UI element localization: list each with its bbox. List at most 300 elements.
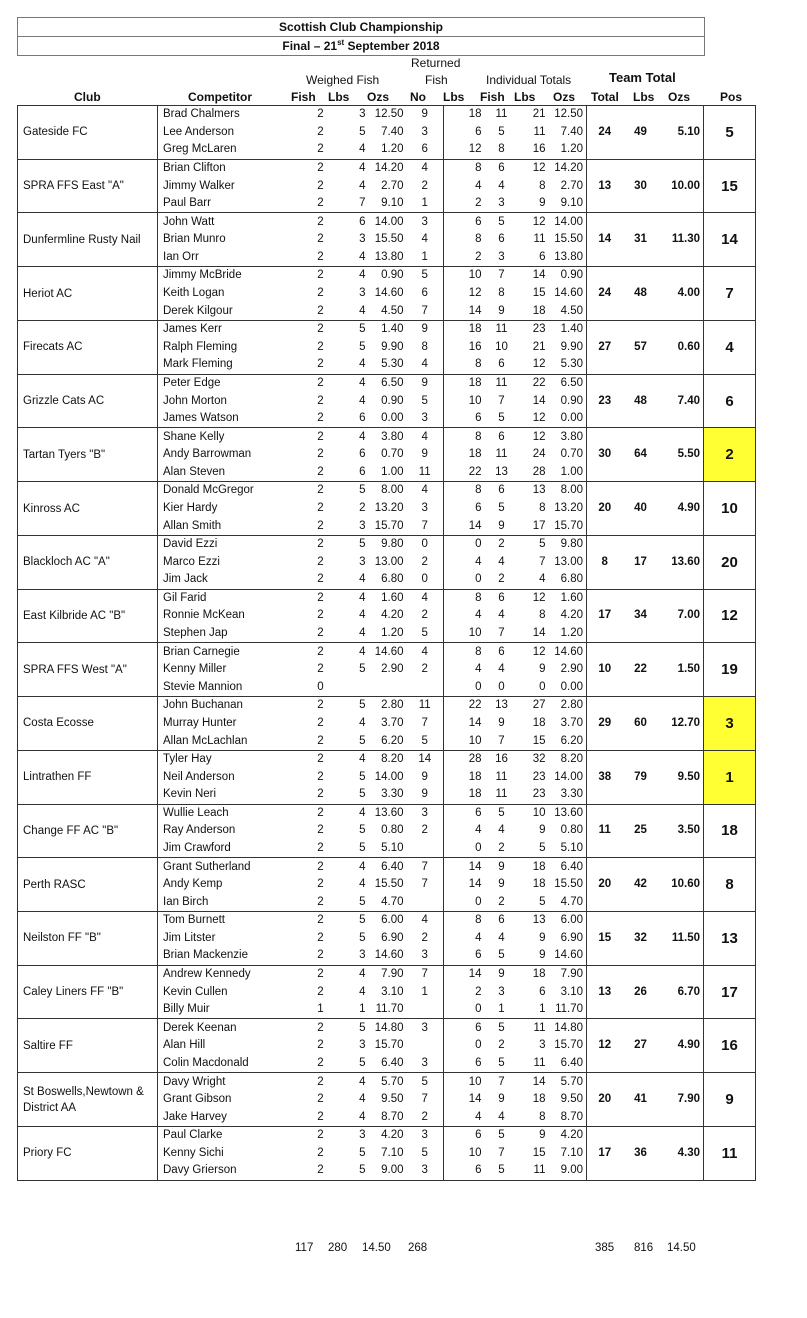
returned-no: 1 [421,250,428,263]
weighed-fish: 2 [317,645,324,658]
club-group [18,912,756,966]
indiv-fish: 11 [495,448,508,461]
weighed-lbs [339,679,369,697]
team-lbs: 57 [634,340,647,353]
competitor-name: Derek Keenan [158,1019,303,1037]
competitor-name: Kevin Neri [158,786,303,804]
weighed-fish: 2 [317,841,324,854]
indiv-fish: 11 [495,788,508,801]
indiv-lbs: 8 [539,609,546,622]
weighed-ozs: 4.70 [381,895,404,908]
indiv-lbs: 5 [539,895,546,908]
indiv-fish: 4 [498,609,505,622]
returned-lbs: 10 [444,267,485,285]
indiv-fish: 6 [498,914,505,927]
weighed-lbs: 4 [359,645,366,658]
indiv-lbs: 0 [539,680,546,693]
indiv-fish: 4 [498,663,505,676]
indiv-ozs: 5.70 [560,1075,583,1088]
competitor-name: Kier Hardy [158,500,303,518]
weighed-fish: 2 [317,197,324,210]
returned-no: 3 [421,1021,428,1034]
competitor-name: Tom Burnett [158,912,303,930]
club-group [18,106,756,160]
weighed-ozs: 13.20 [374,502,404,514]
weighed-fish: 2 [317,412,324,425]
team-lbs: 31 [634,233,647,246]
team-position: 1 [704,750,756,804]
header-col-indiv-lbs: Lbs [514,90,536,104]
table-row [18,1126,756,1144]
indiv-fish: 9 [498,304,505,317]
team-ozs: 4.30 [677,1146,700,1159]
team-lbs: 34 [634,609,647,622]
weighed-lbs: 4 [359,1093,366,1106]
team-lbs: 64 [634,448,647,461]
indiv-lbs: 11 [533,233,546,246]
indiv-fish: 4 [498,179,505,192]
team-ozs: 5.50 [677,448,700,461]
indiv-fish: 5 [498,412,505,425]
indiv-fish: 4 [498,824,505,837]
indiv-fish: 6 [498,233,505,246]
weighed-ozs: 9.00 [381,1164,404,1177]
competitor-name: Tyler Hay [158,750,303,768]
team-position: 14 [704,213,756,267]
returned-lbs: 14 [444,858,485,876]
returned-no: 4 [421,591,428,604]
indiv-fish: 2 [498,538,505,551]
club-group [18,1073,756,1127]
header-pos: Pos [720,90,743,104]
competitor-name: Shane Kelly [158,428,303,446]
indiv-ozs: 14.80 [554,1021,583,1034]
returned-no: 7 [421,519,428,532]
title-box [17,17,705,56]
weighed-fish: 2 [317,250,324,263]
weighed-lbs: 4 [359,573,366,586]
indiv-ozs: 1.60 [560,591,583,604]
weighed-ozs: 14.60 [374,645,404,658]
indiv-lbs: 12 [532,645,546,658]
weighed-lbs: 4 [359,162,366,175]
indiv-fish: 9 [498,968,505,981]
table-row [18,1073,756,1091]
team-lbs: 48 [634,287,647,300]
returned-lbs: 0 [444,1037,485,1055]
indiv-fish: 9 [498,1093,505,1106]
club-group [18,858,756,912]
club-name: Saltire FF [18,1019,158,1073]
returned-lbs: 6 [444,124,485,142]
weighed-lbs: 4 [359,376,366,389]
team-total: 13 [587,159,623,213]
indiv-fish: 9 [498,878,505,891]
returned-no: 2 [421,179,428,192]
returned-lbs: 8 [444,159,485,177]
weighed-fish: 2 [317,323,324,336]
competitor-name: Wullie Leach [158,804,303,822]
club-name: Priory FC [18,1126,158,1180]
club-name: Dunfermline Rusty Nail [18,213,158,267]
team-ozs: 4.90 [677,1039,700,1052]
weighed-lbs: 5 [359,914,366,927]
indiv-ozs: 1.40 [560,323,583,336]
indiv-lbs: 13 [532,914,546,927]
indiv-ozs: 8.00 [560,484,583,497]
indiv-lbs: 8 [539,502,546,514]
club-name: Tartan Tyers "B" [18,428,158,482]
team-ozs: 13.60 [671,555,700,568]
table-row [18,697,756,715]
grand-total-team-lbs: 816 [634,1242,654,1254]
weighed-lbs: 3 [359,949,366,962]
indiv-ozs: 0.70 [560,448,583,461]
team-lbs: 49 [634,125,647,138]
indiv-ozs: 14.60 [554,949,583,962]
club-name: Neilston FF "B" [18,912,158,966]
team-lbs: 27 [634,1039,647,1052]
competitor-name: Davy Wright [158,1073,303,1091]
weighed-fish: 2 [317,430,324,443]
team-lbs: 48 [634,394,647,407]
indiv-fish: 6 [498,484,505,497]
indiv-fish: 6 [498,162,505,175]
indiv-ozs: 7.90 [560,968,583,981]
returned-lbs: 4 [444,1108,485,1126]
weighed-ozs: 13.80 [374,250,404,263]
subtitle-prefix: Final – 21 [282,39,338,53]
indiv-ozs: 3.70 [560,716,583,729]
weighed-fish: 2 [317,358,324,371]
indiv-ozs: 7.10 [560,1146,583,1159]
indiv-lbs: 23 [532,788,546,801]
returned-no: 2 [421,1110,428,1123]
returned-no: 9 [421,323,428,336]
team-ozs: 4.00 [677,287,700,300]
weighed-ozs: 7.40 [381,125,404,138]
indiv-fish: 7 [498,1075,505,1088]
competitor-name: James Watson [158,410,303,428]
indiv-ozs: 2.70 [560,179,583,192]
indiv-lbs: 14 [532,394,546,407]
indiv-fish: 13 [495,699,508,712]
indiv-fish: 3 [498,197,505,210]
team-total: 20 [587,858,623,912]
indiv-ozs: 3.80 [560,430,583,443]
competitor-name: Murray Hunter [158,715,303,733]
indiv-lbs: 18 [532,860,546,873]
indiv-fish: 1 [498,1003,505,1016]
weighed-lbs: 2 [359,502,366,514]
weighed-lbs: 5 [359,1056,366,1069]
weighed-fish: 2 [317,555,324,568]
indiv-fish: 9 [498,860,505,873]
weighed-lbs: 5 [359,663,366,676]
weighed-lbs: 4 [359,179,366,192]
indiv-lbs: 18 [532,304,546,317]
club-name: East Kilbride AC "B" [18,589,158,643]
team-position: 15 [704,159,756,213]
weighed-lbs: 4 [359,627,366,640]
indiv-lbs: 6 [539,985,546,998]
weighed-ozs: 2.80 [381,699,404,712]
competitor-name: Peter Edge [158,374,303,392]
indiv-lbs: 9 [539,1129,546,1142]
weighed-fish: 2 [317,1056,324,1069]
weighed-fish: 2 [317,914,324,927]
club-name: St Boswells,Newtown & District AA [18,1073,158,1127]
weighed-fish: 2 [317,788,324,801]
team-total: 29 [587,697,623,751]
weighed-lbs: 4 [359,269,366,282]
competitor-name: Greg McLaren [158,141,303,159]
team-lbs: 60 [634,716,647,729]
weighed-lbs: 5 [359,1164,366,1177]
indiv-lbs: 27 [532,699,546,712]
indiv-ozs: 6.90 [560,931,583,944]
weighed-fish: 2 [317,770,324,783]
returned-lbs: 10 [444,392,485,410]
weighed-ozs: 1.20 [381,143,404,156]
indiv-ozs: 6.40 [560,860,583,873]
indiv-ozs: 11.70 [555,1003,583,1016]
weighed-fish: 1 [317,1003,324,1016]
indiv-fish: 11 [495,770,508,783]
returned-no: 11 [418,699,431,712]
weighed-fish: 2 [317,215,324,228]
indiv-ozs: 5.10 [560,841,583,854]
weighed-lbs: 5 [359,1146,366,1159]
table-row [18,750,756,768]
table-row [18,482,756,500]
indiv-ozs: 0.90 [560,269,583,282]
weighed-lbs: 4 [359,806,366,819]
weighed-lbs: 4 [359,1075,366,1088]
weighed-ozs: 13.00 [374,555,404,568]
team-ozs: 10.00 [671,179,700,192]
competitor-name: Grant Gibson [158,1091,303,1109]
indiv-lbs: 18 [532,968,546,981]
weighed-fish: 2 [317,806,324,819]
indiv-lbs: 15 [532,1146,546,1159]
indiv-ozs: 7.40 [560,125,583,138]
returned-no: 1 [421,985,428,998]
weighed-lbs: 3 [359,555,366,568]
competitor-name: Jimmy Walker [158,177,303,195]
club-group [18,750,756,804]
weighed-ozs: 6.50 [381,376,404,389]
returned-lbs: 0 [444,679,485,697]
weighed-ozs: 2.70 [381,179,404,192]
indiv-ozs: 5.30 [560,358,583,371]
returned-lbs: 14 [444,1091,485,1109]
returned-no: 2 [421,555,428,568]
weighed-lbs: 4 [359,1110,366,1123]
weighed-ozs: 14.60 [374,949,404,962]
returned-no: 2 [421,824,428,837]
club-group [18,159,756,213]
returned-no [407,1037,444,1055]
weighed-ozs: 14.80 [374,1021,404,1034]
indiv-lbs: 23 [532,770,546,783]
weighed-ozs: 5.30 [381,358,404,371]
team-total: 8 [587,535,623,589]
indiv-lbs: 9 [539,824,546,837]
header-team-total: Team Total [609,70,676,85]
weighed-fish: 2 [317,860,324,873]
returned-no: 2 [421,663,428,676]
indiv-lbs: 9 [539,931,546,944]
club-name: Gateside FC [18,106,158,160]
indiv-ozs: 13.80 [554,250,583,263]
competitor-name: Jim Crawford [158,840,303,858]
weighed-lbs: 4 [359,985,366,998]
weighed-ozs: 14.20 [374,162,404,175]
header-col-indiv-fish: Fish [480,90,505,104]
weighed-lbs: 4 [359,753,366,766]
indiv-fish: 7 [498,627,505,640]
returned-lbs: 18 [444,786,485,804]
weighed-lbs: 4 [359,250,366,263]
returned-lbs: 10 [444,732,485,750]
weighed-ozs: 0.90 [381,394,404,407]
indiv-ozs: 6.50 [560,376,583,389]
competitor-name: Allan McLachlan [158,732,303,750]
indiv-fish: 7 [498,734,505,747]
indiv-ozs: 4.50 [560,304,583,317]
weighed-ozs: 8.70 [381,1110,404,1123]
indiv-lbs: 9 [539,663,546,676]
returned-no: 3 [421,412,428,425]
returned-no: 0 [421,538,428,551]
team-total: 38 [587,750,623,804]
indiv-fish: 5 [498,215,505,228]
indiv-lbs: 10 [532,806,546,819]
club-group [18,965,756,1019]
team-total: 14 [587,213,623,267]
weighed-ozs: 4.20 [381,1129,404,1142]
club-group [18,213,756,267]
team-position: 12 [704,589,756,643]
returned-no: 2 [421,609,428,622]
weighed-fish: 2 [317,519,324,532]
indiv-lbs: 12 [532,162,546,175]
team-position: 11 [704,1126,756,1180]
indiv-ozs: 2.90 [560,663,583,676]
team-total: 11 [587,804,623,858]
weighed-fish: 2 [317,627,324,640]
returned-lbs: 6 [444,213,485,231]
weighed-ozs: 6.80 [381,573,404,586]
returned-no: 7 [421,716,428,729]
returned-no: 6 [421,143,428,156]
returned-lbs: 8 [444,589,485,607]
returned-no: 4 [421,430,428,443]
competitor-name: Alan Hill [158,1037,303,1055]
returned-no: 3 [421,1129,428,1142]
club-name: Firecats AC [18,320,158,374]
header-returned: Returned [411,56,461,70]
indiv-lbs: 5 [539,841,546,854]
weighed-lbs: 4 [359,716,366,729]
weighed-lbs: 4 [359,860,366,873]
team-lbs: 41 [634,1093,647,1106]
indiv-lbs: 8 [539,1110,546,1123]
returned-lbs: 6 [444,1019,485,1037]
weighed-fish: 2 [317,287,324,300]
weighed-fish: 2 [317,878,324,891]
returned-lbs: 12 [444,141,485,159]
returned-no: 1 [421,197,428,210]
weighed-lbs: 6 [359,412,366,425]
returned-no: 0 [421,573,428,586]
weighed-ozs: 8.00 [381,484,404,497]
returned-lbs: 4 [444,553,485,571]
returned-lbs: 2 [444,983,485,1001]
weighed-ozs: 9.90 [381,340,404,353]
team-position: 3 [704,697,756,751]
team-total: 10 [587,643,623,697]
weighed-fish: 2 [317,716,324,729]
indiv-fish: 11 [495,108,508,121]
competitor-name: Brian Mackenzie [158,947,303,965]
returned-no: 3 [421,215,428,228]
club-group [18,482,756,536]
returned-no: 7 [421,304,428,317]
returned-lbs: 18 [444,106,485,124]
team-position: 7 [704,267,756,321]
indiv-ozs: 1.20 [560,627,583,640]
indiv-lbs: 21 [532,108,546,121]
indiv-fish: 13 [495,465,508,478]
competitor-name: Ian Birch [158,893,303,911]
competitor-name: Allan Smith [158,517,303,535]
team-total: 20 [587,1073,623,1127]
indiv-fish: 16 [495,753,508,766]
competitor-name: Colin Macdonald [158,1055,303,1073]
weighed-fish: 2 [317,968,324,981]
returned-no: 7 [421,968,428,981]
weighed-fish: 2 [317,304,324,317]
indiv-lbs: 15 [532,287,546,300]
weighed-fish: 2 [317,448,324,461]
indiv-ozs: 9.00 [560,1164,583,1177]
weighed-fish: 2 [317,591,324,604]
weighed-fish: 2 [317,1110,324,1123]
indiv-fish: 5 [498,502,505,514]
club-name: SPRA FFS West "A" [18,643,158,697]
returned-no: 6 [421,287,428,300]
team-position: 18 [704,804,756,858]
competitor-name: Jim Jack [158,571,303,589]
weighed-fish: 2 [317,1075,324,1088]
competitor-name: Neil Anderson [158,768,303,786]
team-total: 30 [587,428,623,482]
indiv-fish: 5 [498,1021,505,1034]
indiv-ozs: 6.20 [560,734,583,747]
competitor-name: Brian Carnegie [158,643,303,661]
indiv-ozs: 12.50 [554,108,583,121]
indiv-ozs: 14.60 [554,645,583,658]
weighed-ozs: 1.40 [381,323,404,336]
weighed-lbs: 7 [359,197,366,210]
indiv-lbs: 11 [533,1021,546,1034]
weighed-lbs: 3 [359,1129,366,1142]
indiv-lbs: 21 [532,340,546,353]
weighed-lbs: 4 [359,143,366,156]
club-name: Blackloch AC "A" [18,535,158,589]
